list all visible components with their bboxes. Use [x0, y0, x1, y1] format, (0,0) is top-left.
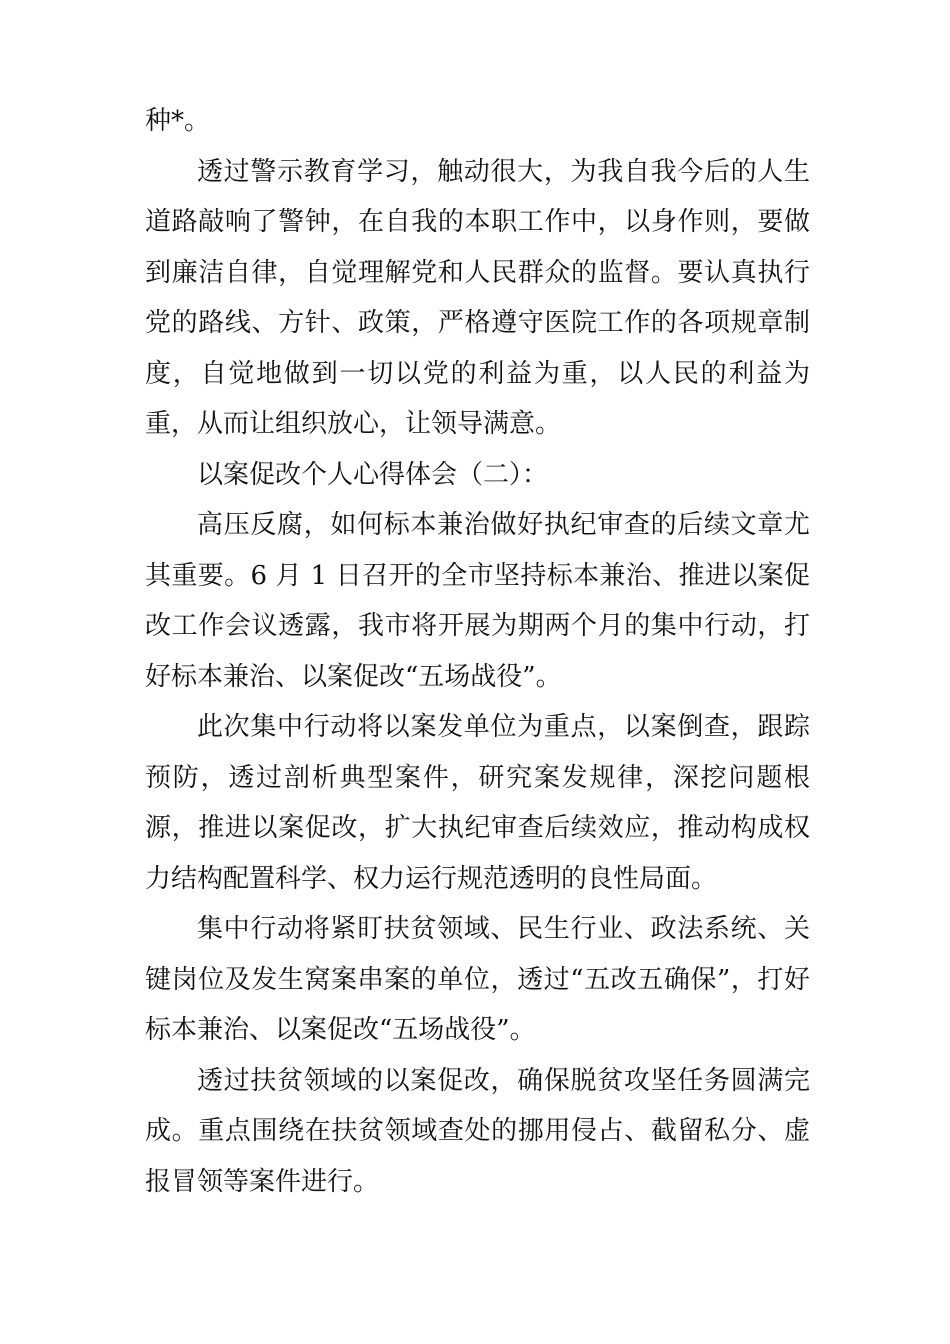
section-heading: 以案促改个人心得体会（二）： [197, 459, 549, 490]
paragraph-6: 透过扶贫领域的以案促改，确保脱贫攻坚任务圆满完成。重点围绕在扶贫领域查处的挪用侵占、截留私分、虚报冒领等案件进行。 [145, 1065, 810, 1197]
paragraph-1: 种*。 [145, 106, 211, 136]
document-body [145, 96, 810, 1207]
paragraph-4: 此次集中行动将以案发单位为重点，以案倒查，跟踪预防，透过剖析典型案件，研究案发规律，深挖问题根源，推进以案促改，扩大执纪审查后续效应，推动构成权力结构配置科学、权力运行规范透明的良性局面。 [145, 712, 810, 894]
paragraph-5: 集中行动将紧盯扶贫领域、民生行业、政法系统、关键岗位及发生窝案串案的单位，透过“五改五确保”，打好标本兼治、以案促改“五场战役”。 [145, 914, 810, 1045]
paragraph-3: 高压反腐，如何标本兼治做好执纪审查的后续文章尤其重要。6 月 1 日召开的全市坚持标本兼治、推进以案促改工作会议透露，我市将开展为期两个月的集中行动，打好标本兼治、以案促改“五场战役”。 [145, 510, 810, 692]
paragraph-2: 透过警示教育学习，触动很大，为我自我今后的人生道路敲响了警钟，在自我的本职工作中，以身作则，要做到廉洁自律，自觉理解党和人民群众的监督。要认真执行党的路线、方针、政策，严格遵守医院工作的各项规章制度，自觉地做到一切以党的利益为重，以人民的利益为重，从而让组织放心，让领导满意。 [145, 156, 810, 439]
